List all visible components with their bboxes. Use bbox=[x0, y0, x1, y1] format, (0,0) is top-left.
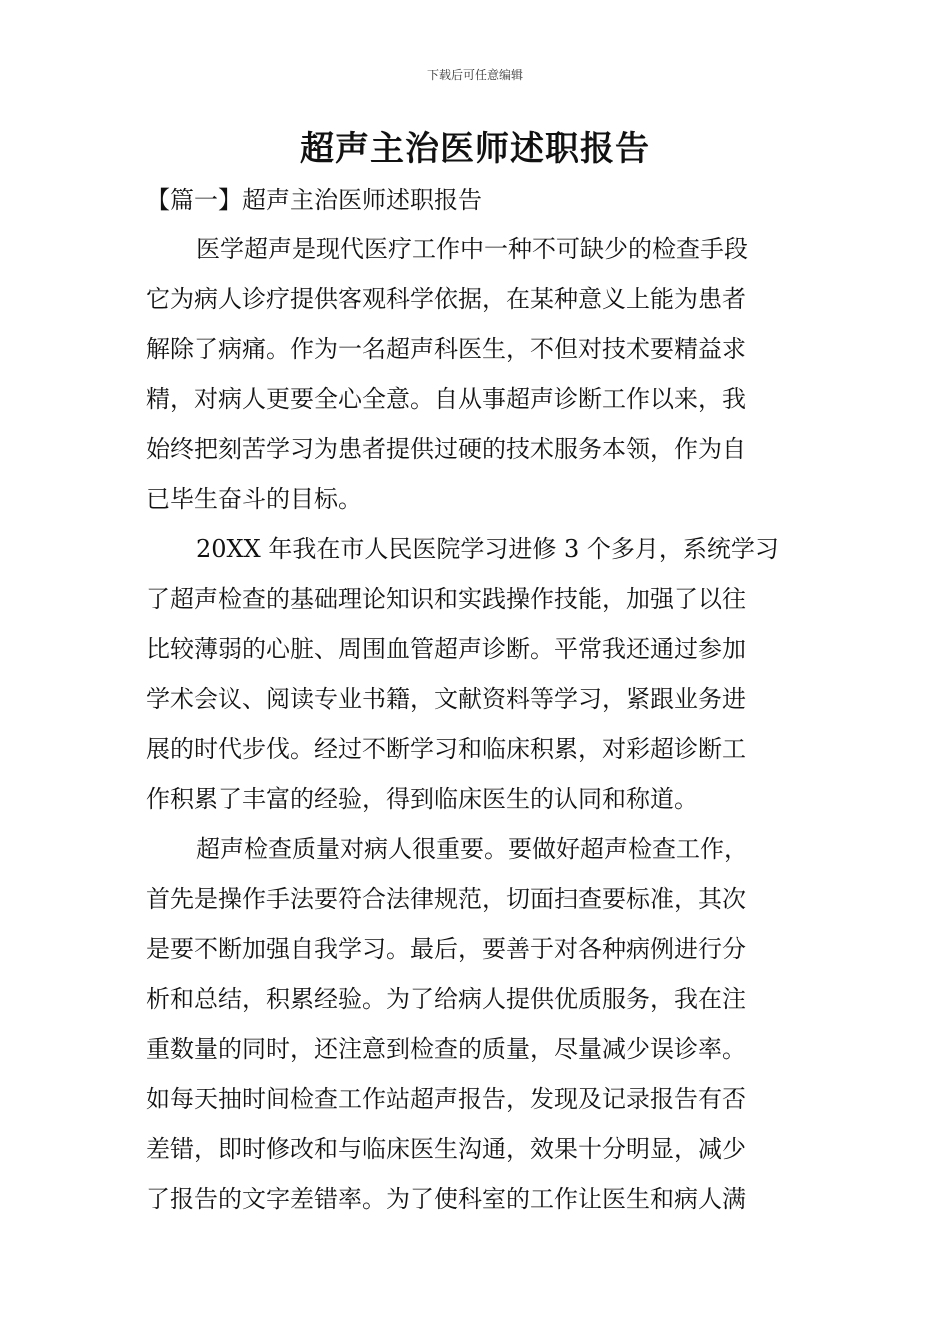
text-line: 比较薄弱的心脏、周围血管超声诊断。平常我还通过参加 bbox=[146, 635, 746, 663]
text-line: 了超声检查的基础理论知识和实践操作技能，加强了以往 bbox=[146, 585, 746, 613]
text-line: 了报告的文字差错率。为了使科室的工作让医生和病人满 bbox=[146, 1185, 746, 1213]
text-line: 差错，即时修改和与临床医生沟通，效果十分明显，减少 bbox=[146, 1135, 746, 1163]
text-line: 始终把刻苦学习为患者提供过硬的技术服务本领，作为自 bbox=[146, 435, 746, 463]
text-line: 如每天抽时间检查工作站超声报告，发现及记录报告有否 bbox=[146, 1085, 746, 1113]
text-line: 展的时代步伐。经过不断学习和临床积累，对彩超诊断工 bbox=[146, 735, 746, 763]
text-line: 它为病人诊疗提供客观科学依据，在某种意义上能为患者 bbox=[146, 285, 746, 313]
text-line: 学术会议、阅读专业书籍，文献资料等学习，紧跟业务进 bbox=[146, 685, 746, 713]
text-line: 超声检查质量对病人很重要。要做好超声检查工作， bbox=[196, 835, 748, 863]
text-line: 20XX 年我在市人民医院学习进修 3 个多月，系统学习 bbox=[196, 535, 779, 563]
text-line: 首先是操作手法要符合法律规范，切面扫查要标准，其次 bbox=[146, 885, 746, 913]
text-line: 已毕生奋斗的目标。 bbox=[146, 485, 362, 513]
document-title: 超声主治医师述职报告 bbox=[300, 129, 650, 169]
text-line: 是要不断加强自我学习。最后，要善于对各种病例进行分 bbox=[146, 935, 746, 963]
header-note: 下载后可任意编辑 bbox=[426, 68, 523, 82]
text-line: 解除了病痛。作为一名超声科医生，不但对技术要精益求 bbox=[146, 335, 746, 363]
text-line: 作积累了丰富的经验，得到临床医生的认同和称道。 bbox=[146, 785, 698, 813]
text-line: 重数量的同时，还注意到检查的质量，尽量减少误诊率。 bbox=[146, 1035, 746, 1063]
section-heading: 【篇一】超声主治医师述职报告 bbox=[146, 186, 482, 214]
text-line: 医学超声是现代医疗工作中一种不可缺少的检查手段 bbox=[196, 235, 748, 263]
text-line: 精，对病人更要全心全意。自从事超声诊断工作以来，我 bbox=[146, 385, 746, 413]
text-line: 析和总结，积累经验。为了给病人提供优质服务，我在注 bbox=[146, 985, 746, 1013]
body-text bbox=[146, 226, 808, 1226]
